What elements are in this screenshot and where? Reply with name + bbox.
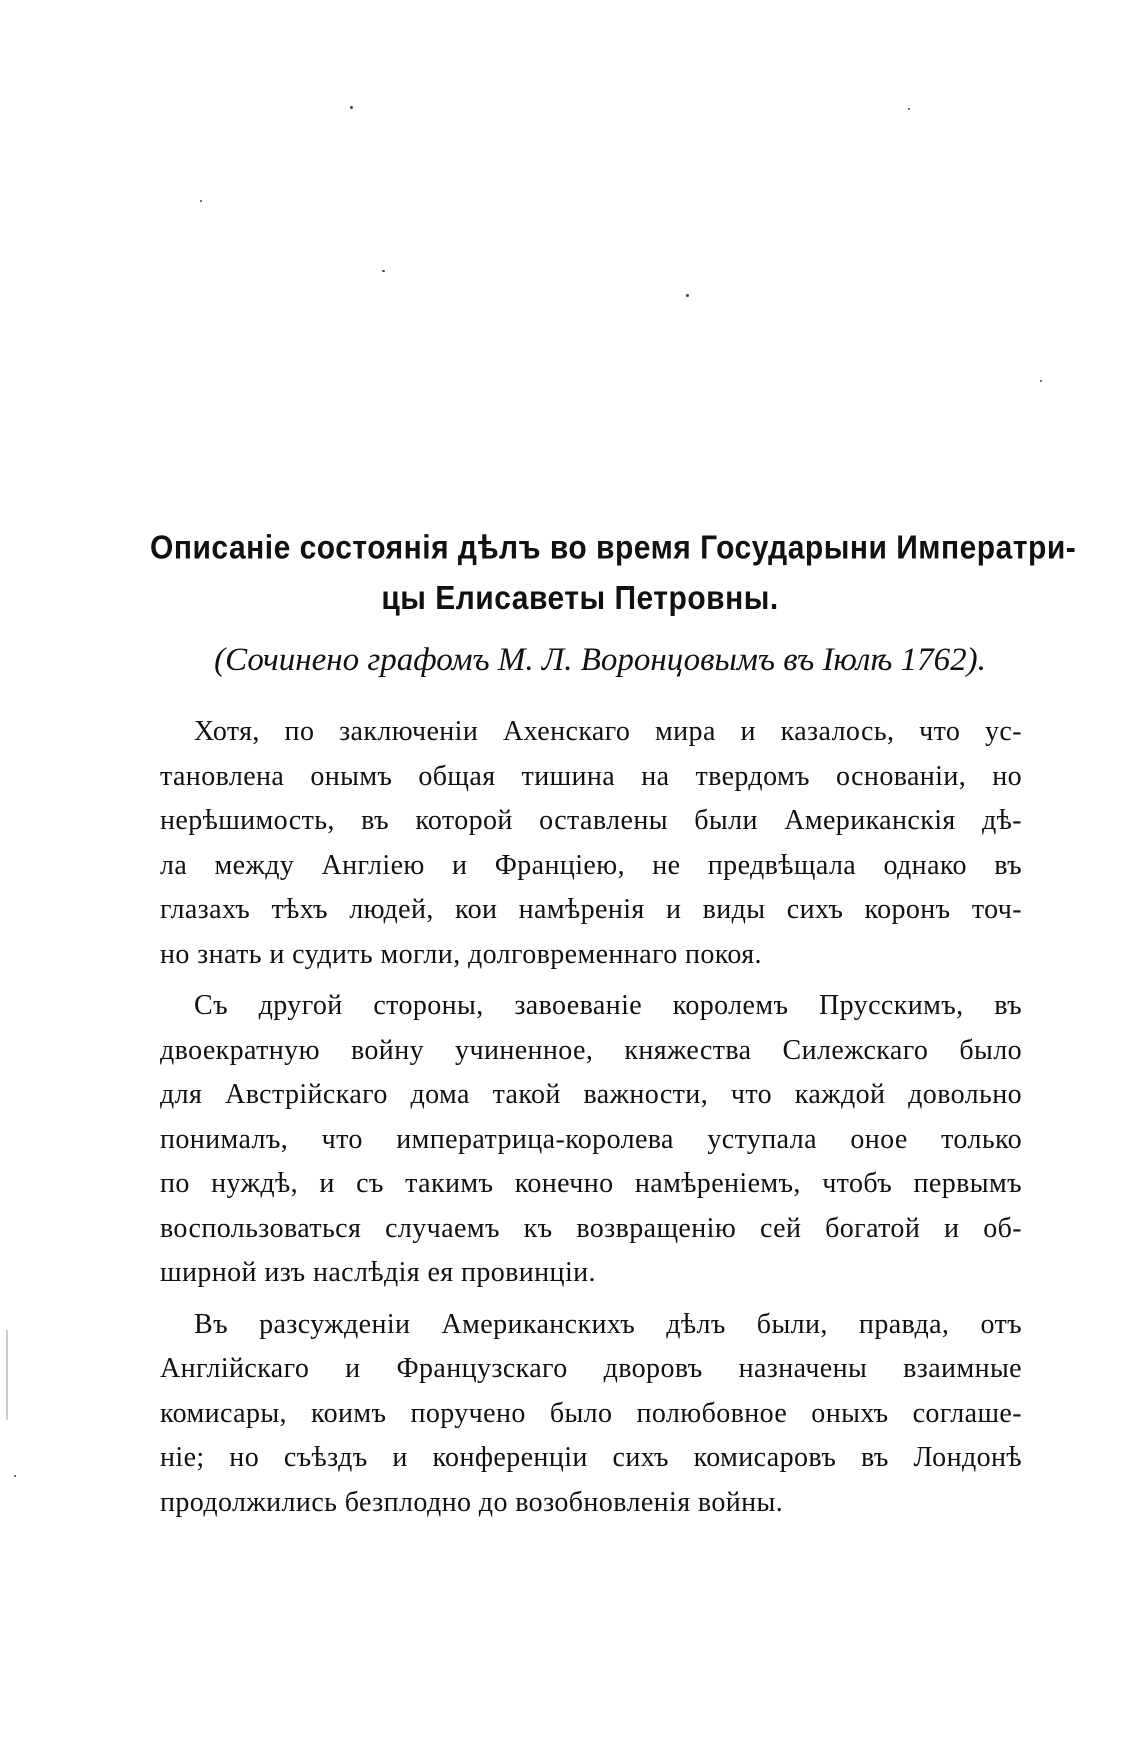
text-line: понималъ, что императрица-королева уступала оное только — [160, 1123, 1022, 1155]
scan-speck — [350, 106, 353, 109]
text-line: Хотя, по заключеніи Ахенскаго мира и казалось, что ус- — [194, 716, 1022, 747]
text-line: Англійскаго и Французскаго дворовъ назначены взаимные — [160, 1353, 1022, 1384]
text-line: Въ разсужденіи Американскихъ дѣлъ были, правда, отъ — [194, 1308, 1022, 1340]
text-line: воспользоваться случаемъ къ возвращенію сей богатой и об- — [160, 1212, 1022, 1244]
title-line: Описаніе состоянія дѣлъ во время Государыни Императри- — [150, 529, 1077, 567]
body-text — [160, 710, 1022, 1532]
scan-speck — [382, 270, 385, 272]
paragraph — [160, 710, 1022, 977]
text-line: ніе; но съѣздъ и конференціи сихъ комисаровъ въ Лондонѣ — [160, 1442, 1022, 1473]
text-line: нерѣшимость, въ которой оставлены были Американскія дѣ- — [160, 805, 1022, 836]
text-line: глазахъ тѣхъ людей, кои намѣренія и виды сихъ коронъ точ- — [160, 894, 1022, 925]
text-line: но знать и судить могли, долговременнаго покоя. — [160, 938, 762, 970]
paragraph — [160, 1303, 1022, 1526]
scan-speck — [200, 200, 202, 202]
text-line: для Австрійскаго дома такой важности, что каждой довольно — [160, 1079, 1022, 1110]
text-line: комисары, коимъ поручено было полюбовное оныхъ соглаше- — [160, 1397, 1022, 1429]
scan-speck — [14, 1475, 16, 1477]
text-line: двоекратную войну учиненное, княжества Силежскаго было — [160, 1034, 1022, 1066]
scan-speck — [6, 1330, 8, 1420]
text-line: по нуждѣ, и съ такимъ конечно намѣреніемъ, чтобъ первымъ — [160, 1168, 1022, 1199]
document-subtitle: (Сочинено графомъ М. Л. Воронцовымъ въ Іюлѣ 1762). — [214, 642, 986, 678]
text-line: тановлена онымъ общая тишина на твердомъ основаніи, но — [160, 760, 1022, 792]
scan-speck — [1040, 380, 1042, 382]
paragraph — [160, 984, 1022, 1296]
title-line: цы Елисаветы Петровны. — [381, 579, 779, 617]
text-line: Съ другой стороны, завоеваніе королемъ Прусскимъ, въ — [194, 990, 1022, 1021]
scan-speck — [908, 108, 910, 110]
text-line: продолжились безплодно до возобновленія войны. — [160, 1486, 784, 1518]
text-line: ширной изъ наслѣдія ея провинціи. — [160, 1257, 596, 1288]
document-title — [150, 524, 1077, 624]
text-line: ла между Англіею и Франціею, не предвѣщала однако въ — [160, 849, 1022, 881]
scan-speck — [686, 294, 689, 297]
